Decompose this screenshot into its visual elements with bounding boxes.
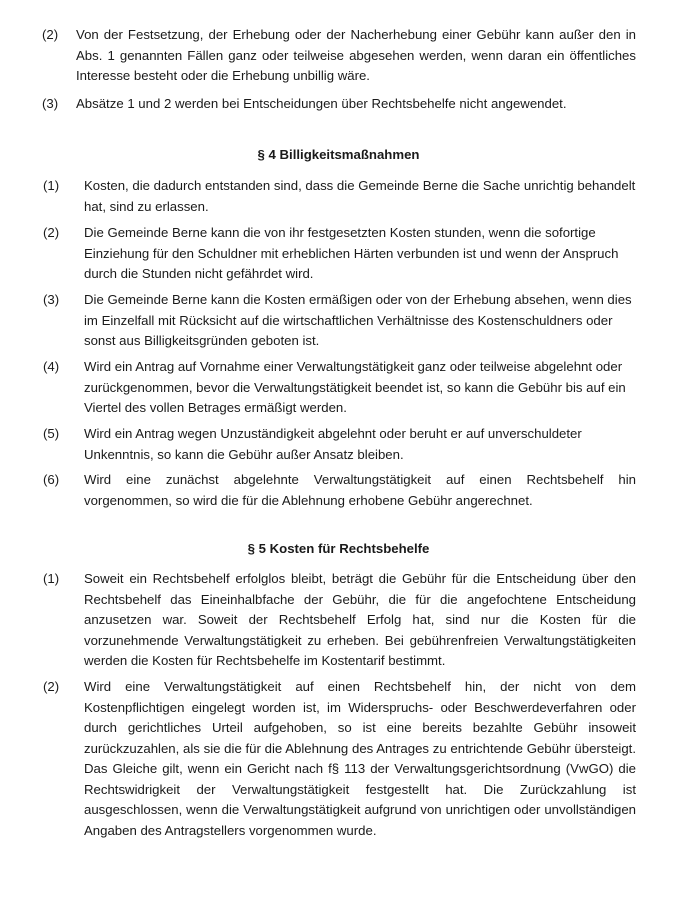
paragraph-number: (1)	[43, 178, 60, 193]
section-heading: § 4 Billigkeitsmaßnahmen	[257, 147, 420, 162]
paragraph-number: (3)	[43, 292, 60, 307]
paragraph-number: (1)	[43, 571, 60, 586]
paragraph-number: (4)	[43, 359, 60, 374]
paragraph-text: Kosten, die dadurch entstanden sind, dass die Gemeinde Berne die Sache unrichtig behandelt hat, sind zu erlassen.	[84, 178, 636, 214]
paragraph-text: Wird ein Antrag wegen Unzuständigkeit abgelehnt oder beruht er auf unverschuldeter Unkenntnis, so kann die Gebühr außer Ansatz bleiben.	[84, 426, 582, 462]
paragraph-number: (2)	[43, 679, 60, 694]
paragraph-number: (6)	[43, 472, 60, 487]
paragraph-number: (2)	[42, 27, 59, 42]
section-heading: § 5 Kosten für Rechtsbehelfe	[247, 541, 430, 556]
paragraph-text: Wird eine zunächst abgelehnte Verwaltungstätigkeit auf einen Rechtsbehelf hin vorgenommen, so wird die für die Ablehnung erhobene Gebühr angerechnet.	[84, 472, 636, 508]
paragraph-number: (3)	[42, 96, 59, 111]
paragraph-number: (5)	[43, 426, 60, 441]
paragraph-text: Wird ein Antrag auf Vornahme einer Verwaltungstätigkeit ganz oder teilweise abgelehnt oder zurückgenommen, bevor die Verwaltungstätigkeit beendet ist, so kann die Gebühr bis auf ein Viertel des vollen Betrages ermäßigt werden.	[84, 359, 626, 415]
paragraph-text: Von der Festsetzung, der Erhebung oder der Nacherhebung einer Gebühr kann außer den in Abs. 1 genannten Fällen ganz oder teilweise abgesehen werden, wenn daran ein öffentliches Interesse besteht oder die Erhebung unbillig wäre.	[76, 27, 636, 83]
paragraph-number: (2)	[43, 225, 60, 240]
paragraph-text: Absätze 1 und 2 werden bei Entscheidungen über Rechtsbehelfe nicht angewendet.	[76, 96, 567, 111]
paragraph-text: Soweit ein Rechtsbehelf erfolglos bleibt, beträgt die Gebühr für die Entscheidung über den Rechtsbehelf das Eineinhalbfache der Gebühr, die für die angefochtene Entscheidung anzusetzen war. Soweit der Rechtsbehelf Erfolg hat, sind nur die Kosten für die vorzunehmende Verwaltungstätigkeit zu erheben. Bei gebührenfreien Verwaltungstätigkeiten werden die Kosten für Rechtsbehelfe im Kostentarif bestimmt.	[84, 571, 636, 668]
paragraph-text: Die Gemeinde Berne kann die von ihr festgesetzten Kosten stunden, wenn die sofortige Einziehung für den Schuldner mit erheblichen Härten verbunden ist und wenn der Anspruch durch die Stunden nicht gefährdet wird.	[84, 225, 619, 281]
paragraph-text: Wird eine Verwaltungstätigkeit auf einen Rechtsbehelf hin, der nicht von dem Kostenpflichtigen eingelegt worden ist, im Widerspruchs- oder Beschwerdeverfahren oder durch gerichtliches Urteil aufgehoben, so ist eine bereits bezahlte Gebühr insoweit zurückzuzahlen, als sie die für die Ablehnung des Antrages zu entrichtende Gebühr übersteigt. Das Gleiche gilt, wenn ein Gericht nach f§ 113 der Verwaltungsgerichtsordnung (VwGO) die Rechtswidrigkeit der Verwaltungstätigkeit festgestellt hat. Die Zurückzahlung ist ausgeschlossen, wenn die Verwaltungstätigkeit aufgrund von unrichtigen oder unvollständigen Angaben des Antragstellers vorgenommen wurde.	[84, 679, 636, 838]
paragraph-text: Die Gemeinde Berne kann die Kosten ermäßigen oder von der Erhebung absehen, wenn dies im Einzelfall mit Rücksicht auf die wirtschaftlichen Verhältnisse des Kostenschuldners oder sonst aus Billigkeitsgründen geboten ist.	[84, 292, 632, 348]
